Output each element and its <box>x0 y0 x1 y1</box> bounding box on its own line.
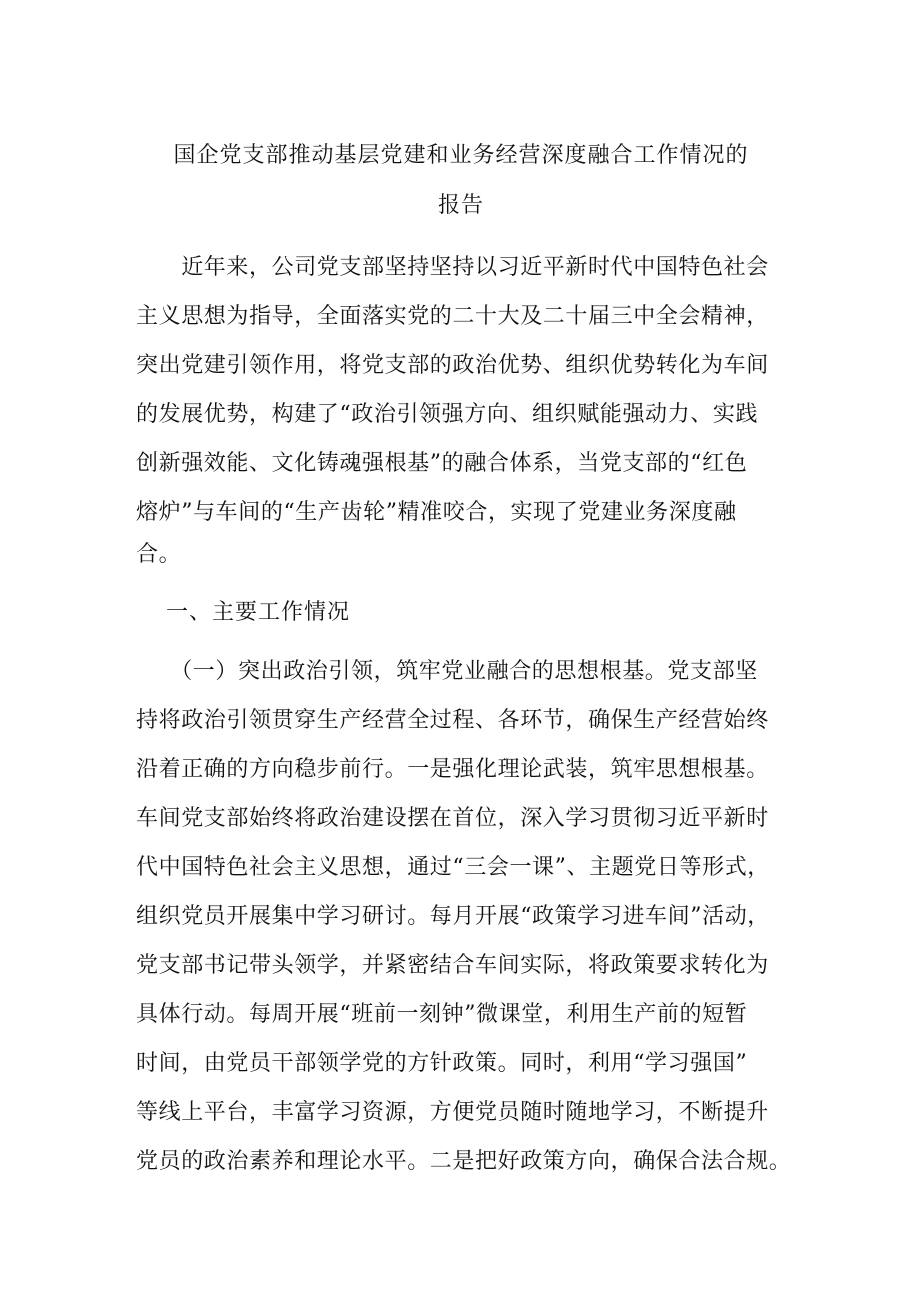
section-line: 党员的政治素养和理论水平。二是把好政策方向，确保合法合规。 <box>136 1149 792 1174</box>
section-heading: 一、主要工作情况 <box>166 600 351 625</box>
section-line: 等线上平台，丰富学习资源，方便党员随时随地学习，不断提升 <box>136 1100 769 1125</box>
section-line: 代中国特色社会主义思想，通过“三会一课”、主题党日等形式， <box>136 855 770 880</box>
intro-line: 创新强效能、文化铸魂强根基”的融合体系，当党支部的“红色 <box>136 451 748 476</box>
section-line: 沿着正确的方向稳步前行。一是强化理论武装，筑牢思想根基。 <box>136 757 769 782</box>
intro-line: 的发展优势，构建了“政治引领强方向、组织赋能强动力、实践 <box>136 402 759 427</box>
section-line: 组织党员开展集中学习研讨。每月开展“政策学习进车间”活动， <box>136 904 770 929</box>
section-line: 党支部书记带头领学，并紧密结合车间实际，将政策要求转化为 <box>136 953 769 978</box>
intro-line: 近年来，公司党支部坚持坚持以习近平新时代中国特色社会 <box>136 255 769 280</box>
intro-line: 合。 <box>136 542 182 567</box>
document-title-line-1: 国企党支部推动基层党建和业务经营深度融合工作情况的 <box>173 143 749 168</box>
section-line: 具体行动。每周开展“班前一刻钟”微课堂，利用生产前的短暂 <box>136 1002 748 1027</box>
intro-line: 熔炉”与车间的“生产齿轮”精准咬合，实现了党建业务深度融 <box>136 500 737 525</box>
document-title-line-2: 报告 <box>437 193 484 218</box>
section-line: 车间党支部始终将政治建设摆在首位，深入学习贯彻习近平新时 <box>136 806 769 831</box>
section-line: （一）突出政治引领，筑牢党业融合的思想根基。党支部坚 <box>136 659 758 684</box>
section-line: 持将政治引领贯穿生产经营全过程、各环节，确保生产经营始终 <box>136 708 769 733</box>
intro-line: 主义思想为指导，全面落实党的二十大及二十届三中全会精神， <box>136 304 769 329</box>
intro-line: 突出党建引领作用，将党支部的政治优势、组织优势转化为车间 <box>136 353 769 378</box>
section-line: 时间，由党员干部领学党的方针政策。同时，利用“学习强国” <box>136 1051 748 1076</box>
